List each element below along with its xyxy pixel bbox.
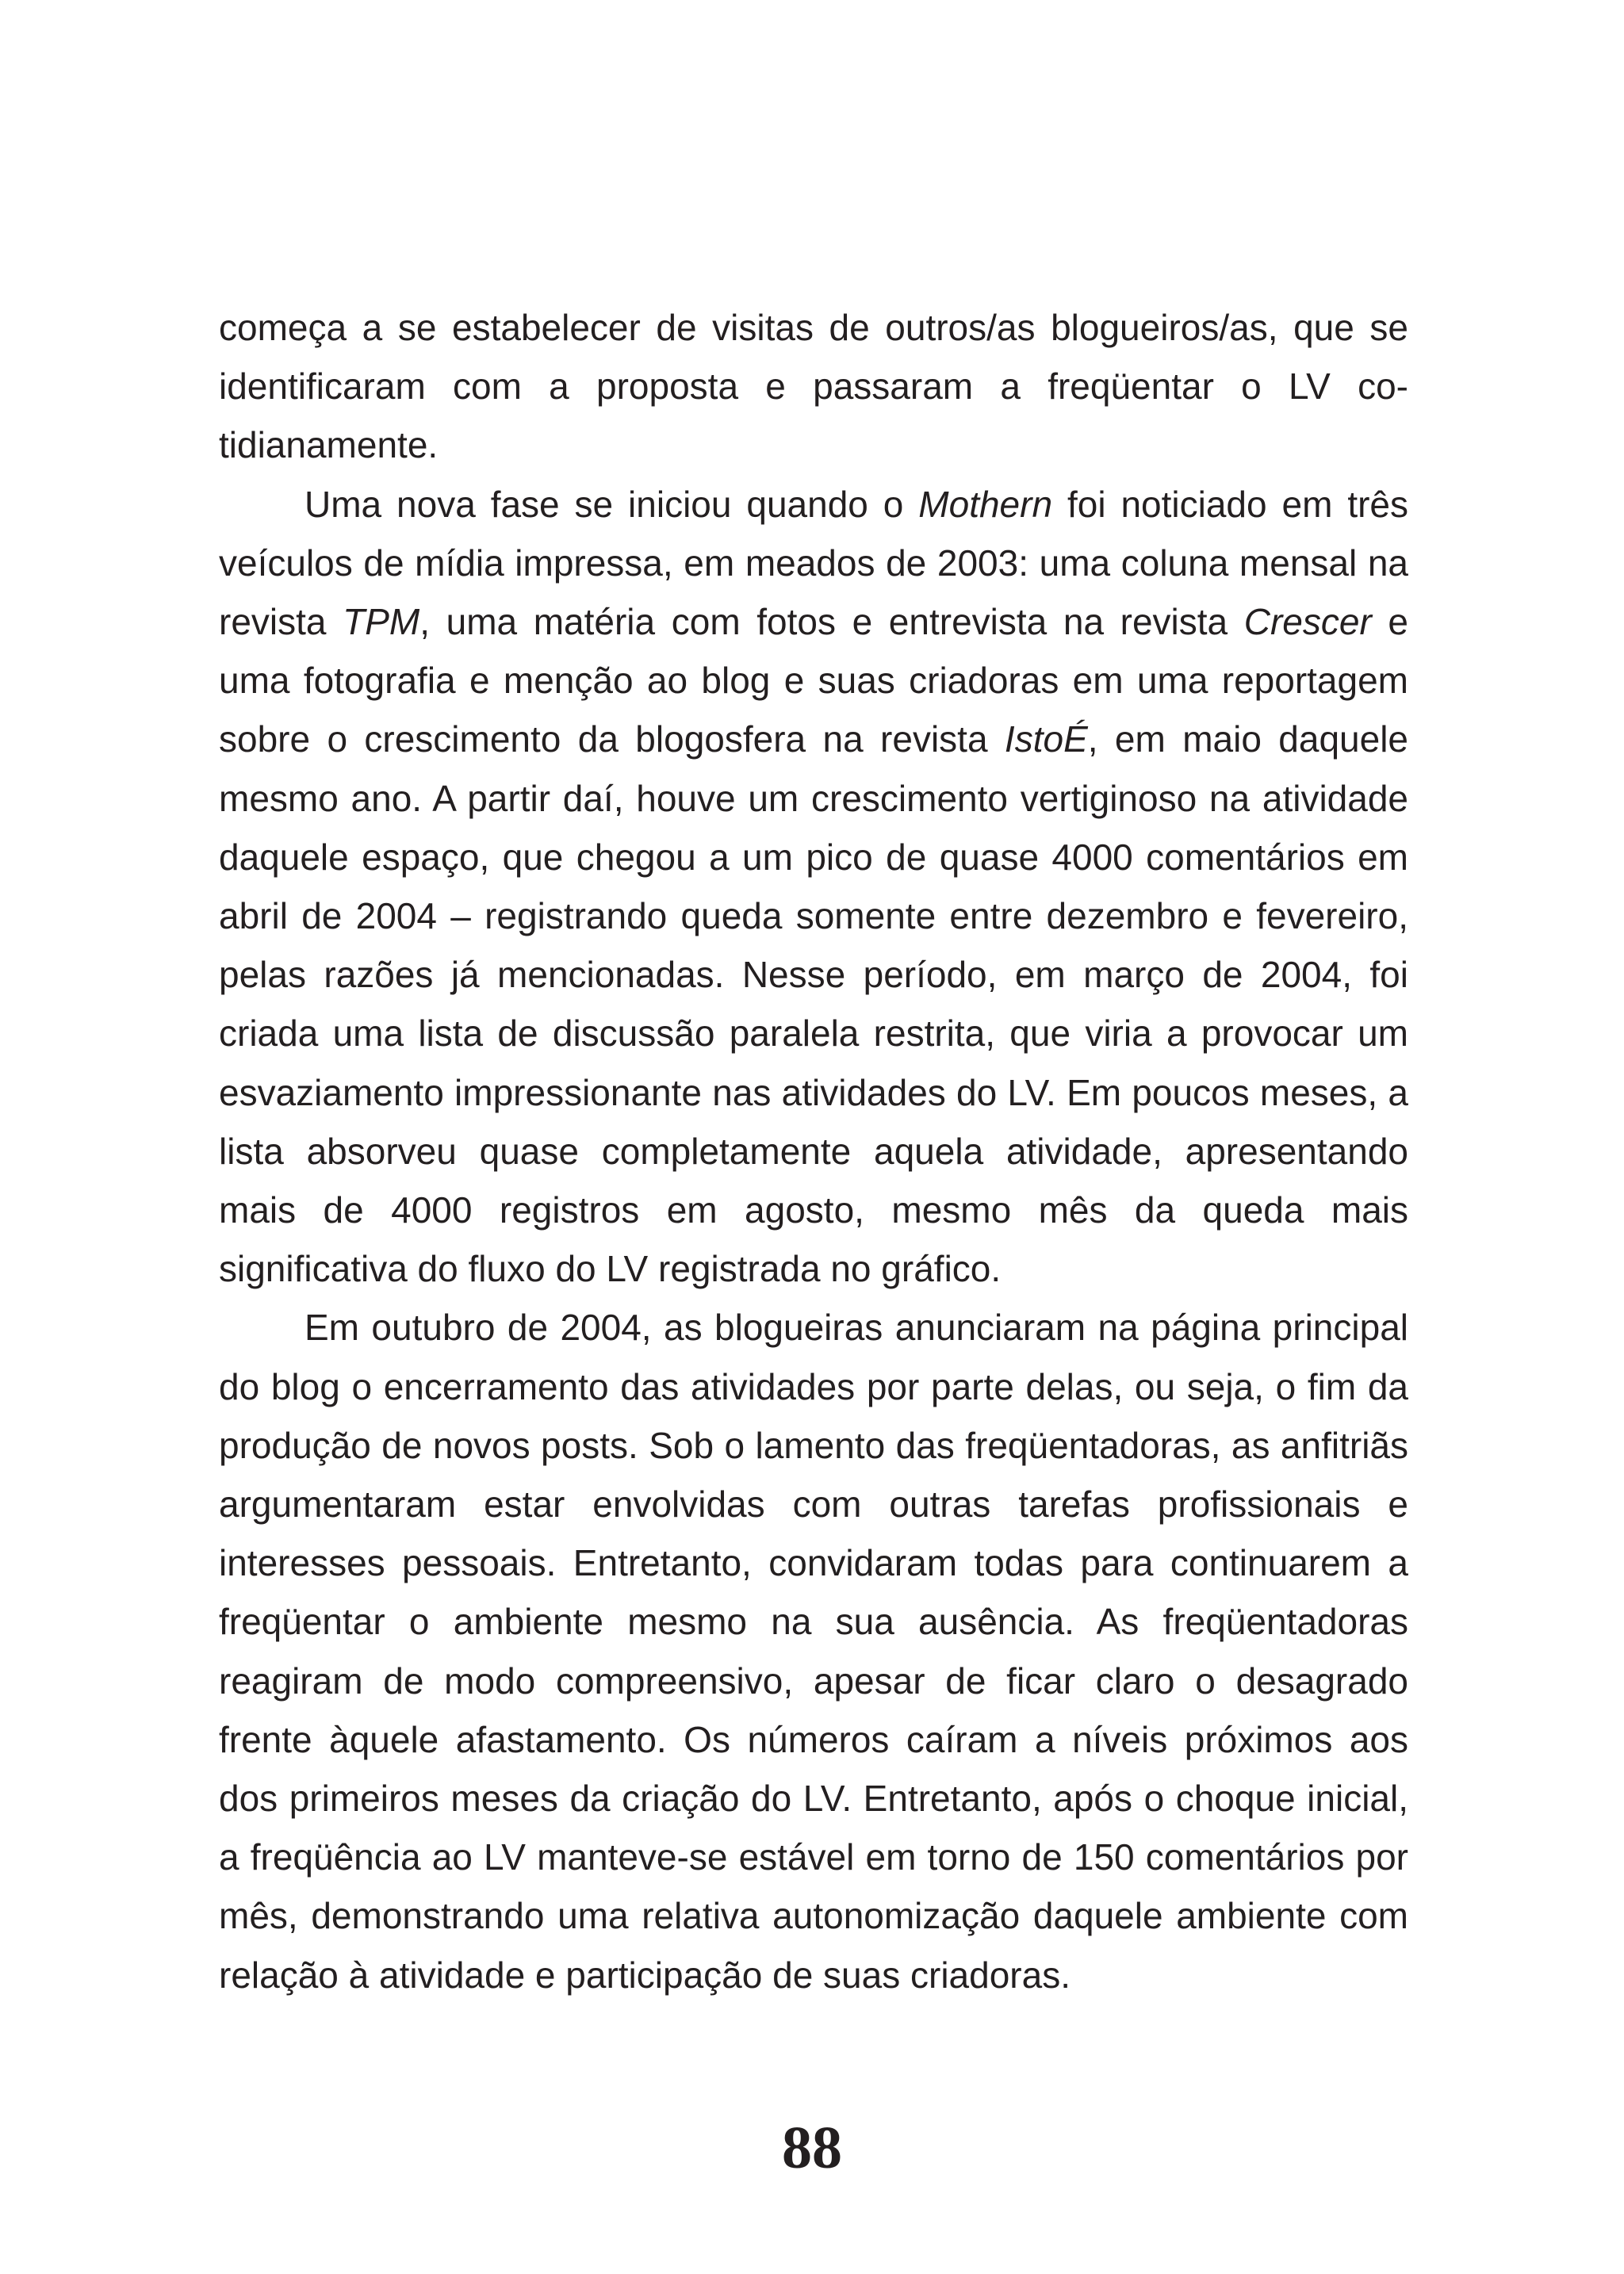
publication-title: Crescer [1243,601,1372,643]
paragraph-1 [219,298,1408,475]
paragraph-2 [219,475,1408,1299]
page-number: 88 [782,2115,842,2181]
publication-title: IstoÉ [1004,718,1088,760]
text-run: e uma fotografia e menção ao blog e suas criadoras em uma reportagem sobre o crescimento da blogosfera na revista [219,601,1409,760]
text-run: começa a se estabelecer de visitas de outros/as blogueiros/as, que se identificaram com a proposta e passaram a freqüentar o LV cotidianamente. [219,307,1408,466]
body-text [219,298,1408,2004]
text-run: Em outubro de 2004, as blogueiras anunciaram na página principal do blog o encerramento das atividades por parte delas, ou seja, o fim da produção de novos posts. Sob o lamento das freqüentadoras, as anfitriãs argumentaram estar envolvidas com outras tarefas profissionais e interesses pessoais. Entretanto, convidaram todas para continuarem a freqüentar o ambiente mesmo na sua ausência. As freqüentadoras reagiram de modo compreensivo, apesar de ficar claro o desagrado frente àquele afastamento. Os números caíram a níveis próximos aos dos primeiros meses da criação do LV. Entretanto, após o choque inicial, a freqüência ao LV manteve-se estável em torno de 150 comentários por mês, demonstrando uma relativa autonomização daquele ambiente com relação à atividade e participação de suas criadoras. [219,1307,1408,1996]
text-run: , uma matéria com fotos e entrevista na revista [419,601,1244,643]
paragraph-3 [219,1298,1408,2004]
text-run: , em maio daquele mesmo ano. A partir daí, houve um crescimento vertiginoso na atividade daquele espaço, que chegou a um pico de quase 4000 comentários em abril de 2004 – registrando queda somente entre dezembro e fevereiro, pelas razões já mencionadas. Nesse período, em março de 2004, foi criada uma lista de discussão paralela restrita, que viria a provocar um esvaziamento impressionante nas atividades do LV. Em poucos meses, a lista absorveu quase completamente aquela atividade, apresentando mais de 4000 registros em agosto, mesmo mês da queda mais significativa do fluxo do LV registrada no gráfico. [219,718,1408,1290]
text-run: Uma nova fase se iniciou quando o [304,483,919,525]
text-run: foi noticiado em três veículos de mídia impressa, em meados de 2003: uma coluna mensal na revista [219,483,1409,643]
publication-title: TPM [343,601,420,643]
publication-title: Mothern [918,483,1053,525]
